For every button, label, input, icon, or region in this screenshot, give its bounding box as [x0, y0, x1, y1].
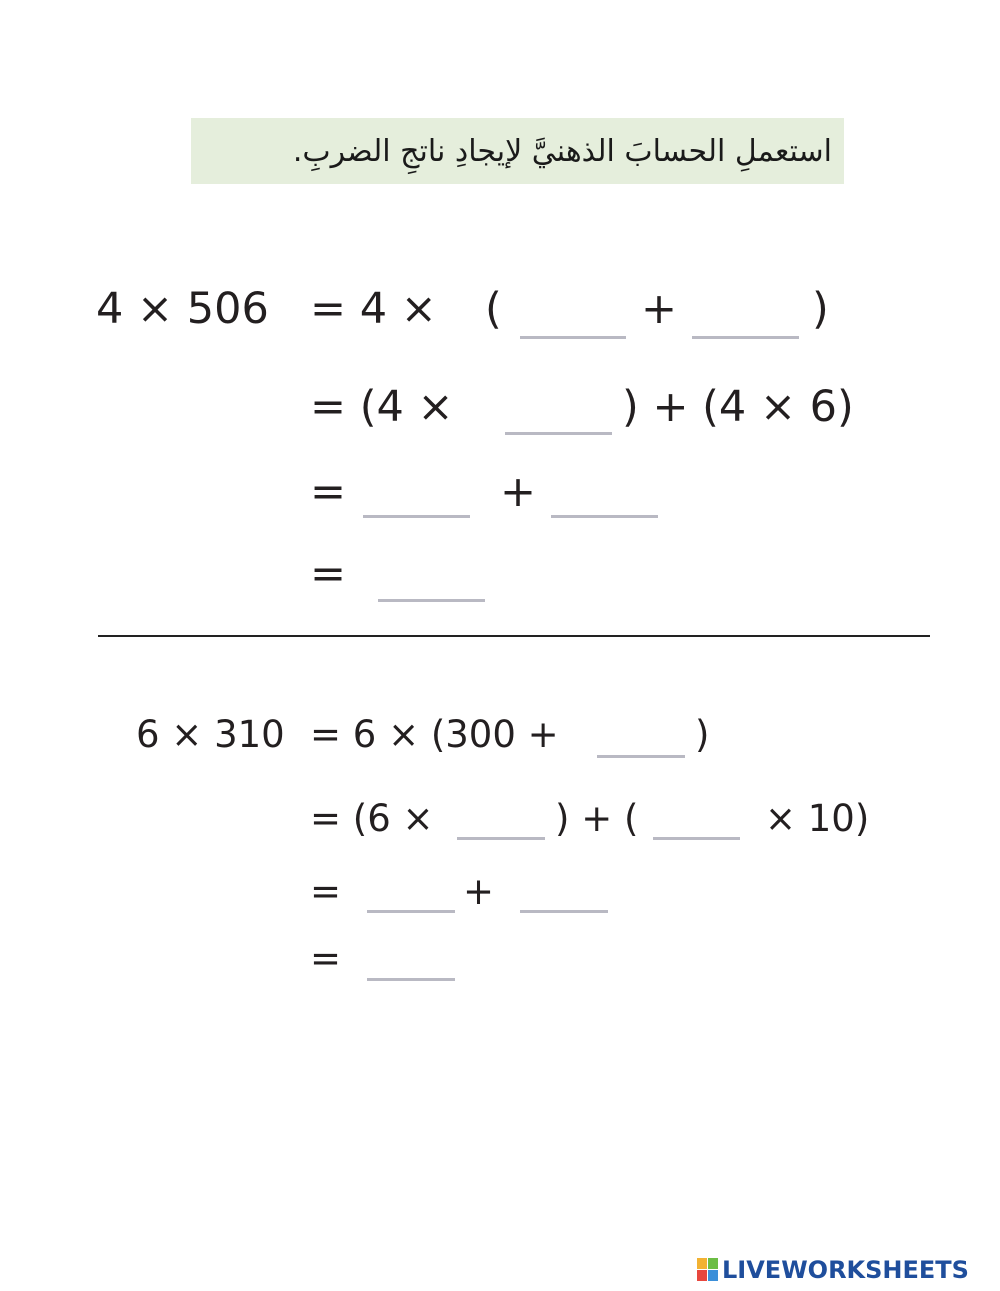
instruction-banner	[191, 118, 844, 184]
problem1-line3-blank-a[interactable]	[363, 475, 470, 518]
problem2-line4-eq: =	[310, 937, 342, 980]
liveworksheets-logo[interactable]	[697, 1252, 969, 1288]
problem1-line1-open-paren: (	[485, 284, 502, 334]
liveworksheets-logo-text: LIVEWORKSHEETS	[722, 1256, 969, 1284]
section-divider	[98, 635, 930, 637]
problem2-line3-eq: =	[310, 870, 342, 913]
problem2-line2-mid: ) + (	[555, 797, 639, 840]
problem2-line2-post: × 10)	[765, 797, 870, 840]
problem2-line3-blank-b[interactable]	[520, 870, 608, 913]
instruction-text: استعملِ الحسابَ الذهنيَّ لإيجادِ ناتجِ الضربِ.	[292, 133, 832, 169]
problem2-line3-plus: +	[463, 870, 495, 913]
problem1-line4-blank[interactable]	[378, 559, 485, 602]
problem2-line2-pre: = (6 ×	[310, 797, 434, 840]
problem1-line1-eq: = 4 ×	[310, 284, 437, 334]
problem1-line4-eq: =	[310, 549, 347, 599]
problem1-line3-eq: =	[310, 467, 347, 517]
problem2-line2-blank-b[interactable]	[653, 797, 740, 840]
problem2-line3-blank-a[interactable]	[367, 870, 455, 913]
problem1-line3-plus: +	[500, 467, 537, 517]
problem2-line4-blank[interactable]	[367, 938, 455, 981]
problem1-lhs: 4 × 506	[96, 284, 269, 334]
problem2-line1-pre: = 6 × (300 +	[310, 713, 559, 756]
problem1-line1-blank-b[interactable]	[692, 296, 799, 339]
problem2-lhs: 6 × 310	[136, 713, 285, 756]
problem1-line1-plus: +	[641, 284, 678, 334]
problem1-line2-pre: = (4 ×	[310, 382, 454, 432]
problem2-line2-blank-a[interactable]	[457, 797, 545, 840]
problem1-line2-blank[interactable]	[505, 392, 612, 435]
problem1-line1-blank-a[interactable]	[520, 296, 626, 339]
problem1-line3-blank-b[interactable]	[551, 475, 658, 518]
problem1-line1-close-paren: )	[812, 284, 829, 334]
problem1-line2-post: ) + (4 × 6)	[622, 382, 854, 432]
problem2-line1-blank[interactable]	[597, 715, 685, 758]
problem2-line1-close-paren: )	[695, 713, 710, 756]
liveworksheets-logo-icon	[697, 1258, 719, 1282]
